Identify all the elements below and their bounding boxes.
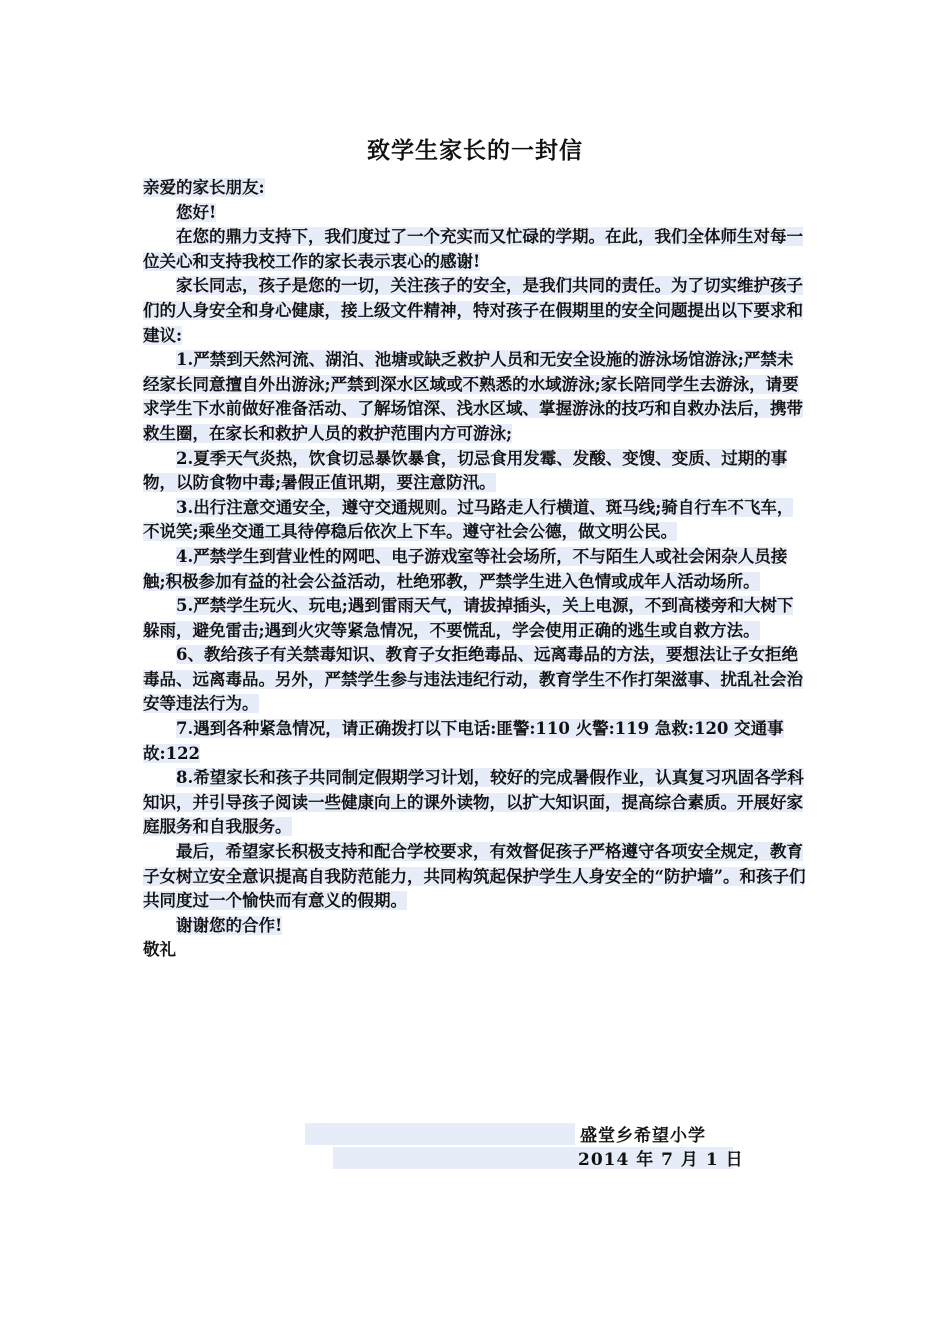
item-emergency-phones: 7.遇到各种紧急情况，请正确拨打以下电话:匪警:110 火警:119 急救:120 交通事故:122: [143, 719, 784, 763]
paragraph-final: 最后，希望家长积极支持和配合学校要求，有效督促孩子严格遵守各项安全规定，教育子女树立安全意识提高自我防范能力，共同构筑起保护学生人身安全的“防护墙”。和孩子们共同度过一个愉快而有意义的假期。: [143, 842, 806, 911]
paragraph-responsibility: 家长同志，孩子是您的一切，关注孩子的安全，是我们共同的责任。为了切实维护孩子们的人身安全和身心健康，接上级文件精神，特对孩子在假期里的安全问题提出以下要求和建议:: [143, 276, 803, 345]
greeting: 您好!: [176, 202, 217, 222]
paragraph-intro: 在您的鼎力支持下，我们度过了一个充实而又忙碌的学期。在此，我们全体师生对每一位关心和支持我校工作的家长表示衷心的感谢!: [143, 227, 803, 271]
signature-school: 盛堂乡希望小学: [580, 1126, 706, 1146]
letter-title: 致学生家长的一封信: [367, 137, 583, 164]
item-traffic: 3.出行注意交通安全，遵守交通规则。过马路走人行横道、斑马线;骑自行车不飞车，不说笑;乘坐交通工具待停稳后依次上下车。遵守社会公德，做文明公民。: [143, 497, 794, 542]
letter-body: [143, 176, 809, 963]
closing: 敬礼: [143, 940, 176, 960]
signature-date: 2014 年 7 月 1 日: [578, 1150, 744, 1170]
item-drugs: 6、教给孩子有关禁毒知识、教育子女拒绝毒品、远离毒品的方法，要想法让子女拒绝毒品、远离毒品。另外，严禁学生参与违法违纪行动，教育学生不作打架滋事、扰乱社会治安等违法行为。: [143, 645, 803, 714]
salutation: 亲爱的家长朋友:: [143, 178, 265, 197]
item-food-safety: 2.夏季天气炎热，饮食切忌暴饮暴食，切忌食用发霉、发酸、变馊、变质、过期的事物，以防食物中毒;暑假正值讯期，要注意防汛。: [143, 448, 788, 493]
signature-highlight: [305, 1123, 575, 1145]
item-swimming: 1.严禁到天然河流、湖泊、池塘或缺乏救护人员和无安全设施的游泳场馆游泳;严禁未经家长同意擅自外出游泳;严禁到深水区域或不熟悉的水域游泳;家长陪同学生去游泳，请要求学生下水前做好准备活动、了解场馆深、浅水区域、掌握游泳的技巧和自救办法后，携带救生圈，在家长和救护人员的救护范围内方可游泳;: [143, 350, 803, 443]
item-internet-cafe: 4.严禁学生到营业性的网吧、电子游戏室等社会场所，不与陌生人或社会闲杂人员接触;积极参加有益的社会公益活动，杜绝邪教，严禁学生进入色情或成年人活动场所。: [143, 546, 788, 591]
item-study-plan: 8.希望家长和孩子共同制定假期学习计划，较好的完成暑假作业，认真复习巩固各学科知识，并引导孩子阅读一些健康向上的课外读物，以扩大知识面，提高综合素质。开展好家庭服务和自我服务。: [143, 768, 804, 837]
item-fire-electricity: 5.严禁学生玩火、玩电;遇到雷雨天气，请拔掉插头，关上电源，不到高楼旁和大树下躲雨，避免雷击;遇到火灾等紧急情况，不要慌乱，学会使用正确的逃生或自救方法。: [143, 596, 794, 640]
thanks: 谢谢您的合作!: [176, 915, 283, 935]
